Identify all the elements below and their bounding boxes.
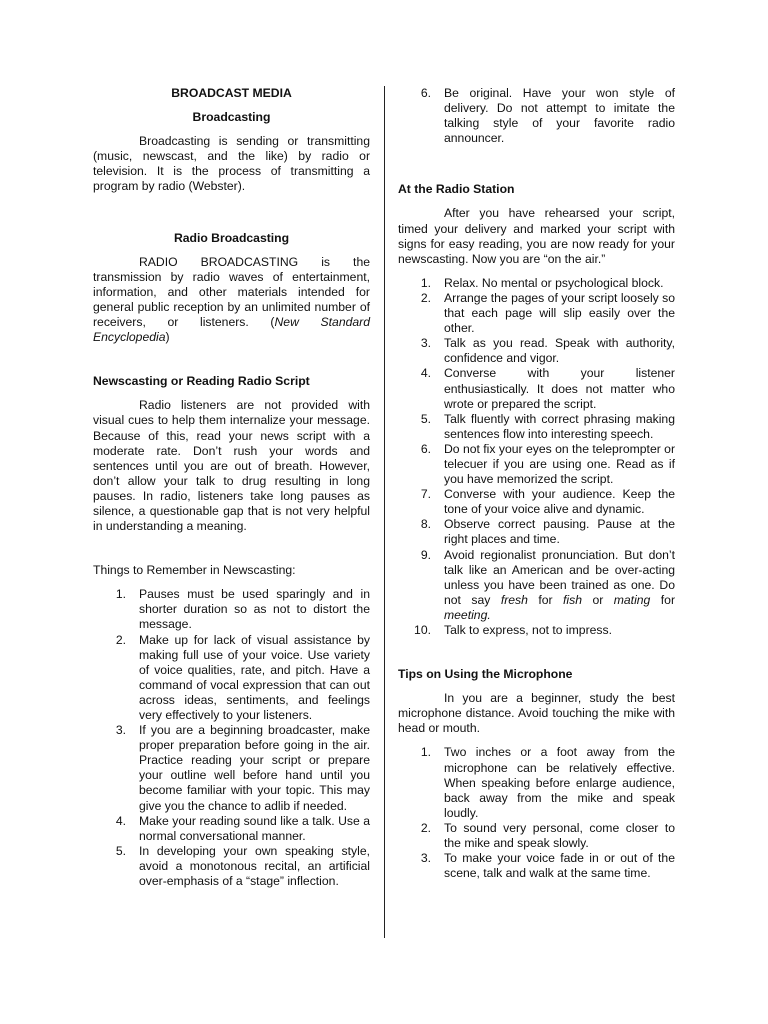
list-item [398, 851, 675, 881]
microphone-paragraph: In you are a beginner, study the best microphone distance. Avoid touching the mike with head or mouth. [398, 691, 675, 736]
radio-broadcasting-heading: Radio Broadcasting [173, 230, 290, 245]
newscasting-paragraph: Radio listeners are not provided with visual cues to help them internalize your message. Because of this, read your news script with a moderate rate. Don’t rush your words and sentences until you are out of breath. However, don’t allow your talk to drug resulting in long pauses. In radio, listeners take long pauses as silence, a questionable gap that is not very helpful in understanding a meaning. [93, 398, 370, 534]
list-number: 9. [420, 547, 431, 562]
list-text: If you are a beginning broadcaster, make proper preparation before going in the air. Practice reading your script or prepare your outline well before hand until you become familiar with your topic. This may give you the chance to adlib if needed. [139, 723, 370, 813]
things-to-remember-list-continued [398, 86, 675, 146]
list-item [398, 276, 675, 291]
list-item [398, 517, 675, 547]
list-number: 3. [420, 851, 431, 866]
broadcasting-paragraph: Broadcasting is sending or transmitting (music, newscast, and the like) by radio or television. It is the process of transmitting a program by radio (Webster). [93, 134, 370, 194]
list-text: for [527, 592, 564, 607]
list-number: 2. [420, 290, 431, 305]
list-number: 1. [420, 275, 431, 290]
broadcasting-heading: Broadcasting [192, 110, 271, 125]
list-text: To sound very personal, come closer to the mike and speak slowly. [444, 820, 675, 851]
list-number: 3. [115, 723, 126, 738]
things-to-remember-heading: Things to Remember in Newscasting: [93, 563, 296, 578]
list-text: Do not fix your eyes on the teleprompter or telecuer if you are using one. Read as if you have memorized the script. [444, 441, 676, 487]
list-text: Make up for lack of visual assistance by making full use of your voice. Use variety of voice qualities, rate, and pitch. Have a command of vocal expression that can out across ideas, sentiments, and feelings very effectively to your listeners. [139, 632, 370, 722]
microphone-heading: Tips on Using the Microphone [398, 667, 573, 682]
list-item [398, 487, 675, 517]
list-text: In developing your own speaking style, avoid a monotonous recital, an artificial over-emphasis of a “stage” inflection. [139, 843, 370, 889]
list-number: 6. [420, 441, 431, 456]
list-item [398, 745, 675, 820]
list-text: To make your voice fade in or out of the scene, talk and walk at the same time. [444, 851, 675, 881]
list-item [398, 548, 675, 623]
list-text: or [582, 592, 614, 607]
document-title: BROADCAST MEDIA [171, 86, 292, 100]
list-item [398, 86, 675, 146]
list-text: Pauses must be used sparingly and in shorter duration so as not to distort the message. [139, 587, 370, 632]
list-number: 5. [420, 411, 431, 426]
list-item [398, 412, 675, 442]
list-text: Two inches or a foot away from the microphone can be relatively effective. When speaking before enlarge audience, back away from the mike and speak loudly. [444, 745, 675, 820]
radio-broadcasting-text: RADIO BROADCASTING is the transmission by radio waves of entertainment, information, and other materials intended for general public reception by an unlimited number of receivers, or listeners. ( [93, 254, 370, 330]
list-text: Avoid regionalist pronunciation. But don’t talk like an American and be over-acting unless you have been trained as one. Do not say [444, 547, 675, 607]
italic-word: fish [563, 592, 583, 607]
list-text: Arrange the pages of your script loosely so that each page will slip easily over the other. [444, 290, 676, 336]
radio-station-paragraph: After you have rehearsed your script, timed your delivery and marked your script with signs for easy reading, you are now ready for your newscasting. Now you are “on the air.” [398, 206, 675, 266]
italic-word: meeting. [444, 607, 491, 622]
list-number: 1. [115, 587, 126, 602]
list-item [93, 587, 370, 632]
list-number: 4. [420, 366, 431, 381]
list-number: 2. [115, 632, 126, 647]
microphone-list [398, 745, 675, 881]
list-item [398, 291, 675, 336]
list-item [398, 442, 675, 487]
list-item [93, 633, 370, 724]
citation-close: ) [165, 330, 170, 345]
list-item [93, 844, 370, 889]
list-item [398, 623, 675, 638]
list-item [93, 723, 370, 814]
list-number: 2. [420, 820, 431, 835]
list-text: Be original. Have your won style of delivery. Do not attempt to imitate the talking style of your favorite radio announcer. [444, 86, 675, 146]
list-item [398, 366, 675, 411]
list-text: Make your reading sound like a talk. Use a normal conversational manner. [139, 813, 370, 843]
list-text: Converse with your audience. Keep the tone of your voice alive and dynamic. [444, 487, 675, 517]
list-number: 7. [420, 487, 431, 502]
radio-broadcasting-paragraph [93, 255, 370, 346]
right-column [398, 86, 675, 881]
list-number: 5. [115, 843, 126, 858]
list-number: 3. [420, 336, 431, 351]
list-number: 1. [420, 745, 431, 760]
list-text: Converse with your listener enthusiastically. It does not matter who wrote or prepared the script. [444, 366, 675, 411]
newscasting-heading: Newscasting or Reading Radio Script [93, 374, 310, 389]
italic-word: mating [613, 592, 651, 607]
list-item [398, 336, 675, 366]
list-text: Talk as you read. Speak with authority, confidence and vigor. [444, 336, 675, 366]
list-text: for [650, 592, 676, 607]
list-text: Talk to express, not to impress. [444, 623, 612, 637]
list-text: Relax. No mental or psychological block. [444, 275, 664, 290]
list-item [398, 821, 675, 851]
list-number: 8. [420, 517, 431, 532]
radio-station-heading: At the Radio Station [398, 182, 515, 197]
list-number: 10. [414, 623, 431, 637]
radio-station-list [398, 276, 675, 638]
list-number: 4. [115, 813, 126, 828]
list-number: 6. [420, 86, 431, 100]
list-text: Observe correct pausing. Pause at the right places and time. [444, 517, 675, 547]
list-item [93, 814, 370, 844]
list-text: Talk fluently with correct phrasing making sentences flow into interesting speech. [444, 411, 675, 441]
italic-word: fresh [500, 592, 528, 607]
left-column [93, 86, 370, 889]
things-to-remember-list [93, 587, 370, 889]
column-divider [384, 86, 385, 938]
source-citation: New Standard Encyclopedia [93, 315, 370, 345]
